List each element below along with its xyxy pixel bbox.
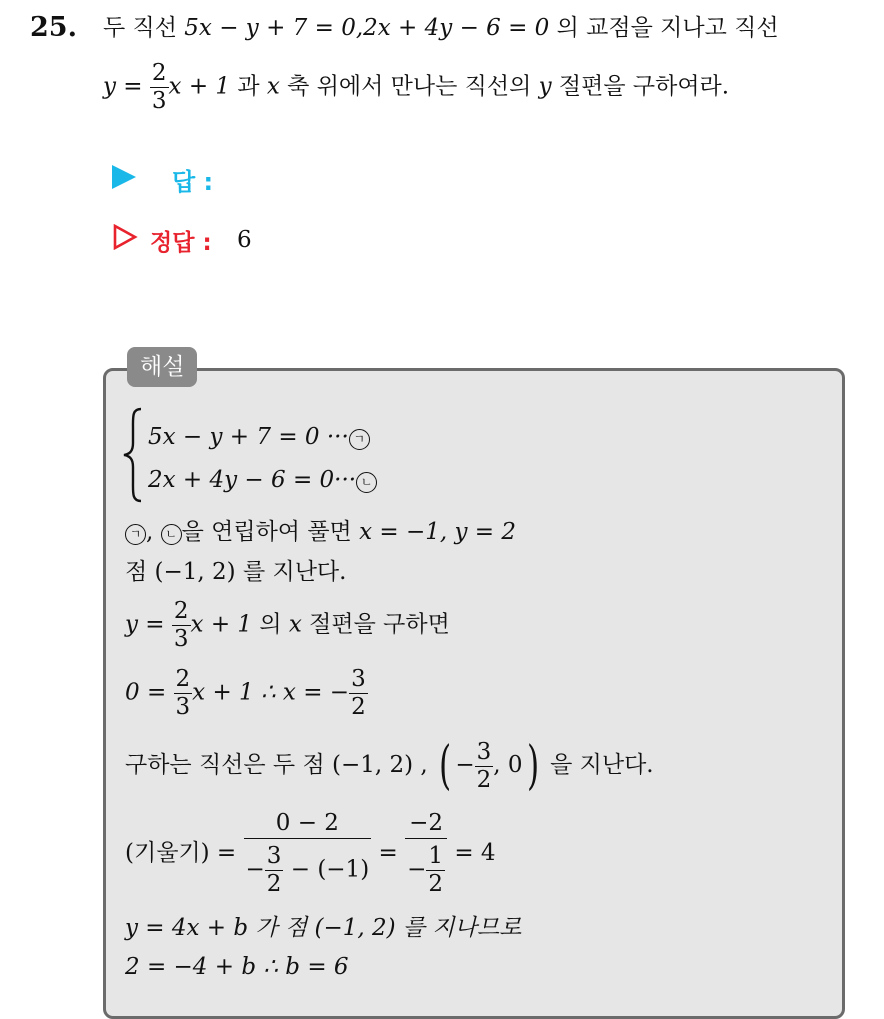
fraction-denominator: 2	[476, 766, 492, 793]
fraction	[349, 668, 368, 719]
answer-play-icon	[112, 165, 136, 189]
variable-y: y	[538, 73, 552, 100]
fraction-denominator: 2	[351, 694, 366, 720]
equation-mid: x + 1 ∴ x = −	[192, 679, 350, 706]
circled-mark: ㄴ	[161, 524, 182, 545]
slope-fraction	[244, 812, 372, 896]
question-text: 의 교점을 지나고 직선	[556, 15, 779, 41]
question-text: 두 직선	[103, 15, 177, 41]
solution-line-8	[125, 812, 496, 896]
fraction	[174, 668, 193, 719]
fraction-denominator	[405, 839, 447, 896]
fraction	[265, 845, 284, 896]
solution-text: 을 지난다.	[550, 752, 654, 778]
fraction-denominator: 2	[266, 871, 282, 897]
slope-result: = 4	[454, 840, 496, 866]
circled-mark: ㄱ	[349, 429, 370, 450]
equation-1: 5x − y + 7 = 0,	[184, 15, 364, 41]
fraction-denominator	[244, 839, 372, 896]
fraction-numerator: 3	[476, 738, 492, 765]
coordinate-zero: , 0	[493, 752, 523, 778]
solution-text: 의	[259, 611, 282, 638]
question-line-1	[103, 17, 779, 40]
system-eq-text: 2x + 4y − 6 = 0···	[148, 467, 357, 493]
answer-label: 답 :	[172, 168, 214, 196]
question-line-2	[103, 62, 729, 113]
system-eq-text: 5x − y + 7 = 0 ···	[148, 424, 349, 450]
fraction-denominator: 2	[428, 871, 443, 897]
fraction-numerator: 1	[428, 843, 443, 869]
fraction	[172, 600, 191, 651]
fraction-numerator: 3	[266, 843, 282, 869]
fraction-numerator: 2	[175, 666, 191, 692]
denominator-rest: − (−1)	[290, 856, 370, 883]
solution-equation: x = −1, y = 2	[359, 519, 517, 545]
circled-mark: ㄱ	[125, 524, 146, 545]
system-brace-icon	[122, 407, 144, 503]
key-value: 6	[237, 227, 252, 253]
fraction	[426, 845, 445, 896]
comma: ,	[146, 519, 154, 545]
solution-line-6	[125, 668, 368, 719]
fraction	[475, 738, 494, 793]
equals-sign: =	[378, 840, 398, 866]
system-equation-1	[148, 426, 370, 450]
fraction-numerator: 2	[151, 60, 167, 86]
system-equation-2	[148, 469, 377, 493]
fraction-numerator: 0 − 2	[244, 812, 372, 839]
equation-rest: x + 1	[168, 73, 231, 100]
fraction-numerator: 2	[173, 598, 189, 624]
solution-tag: 해설	[127, 347, 197, 387]
slope-fraction-2	[405, 812, 447, 896]
fraction-denominator: 3	[151, 88, 167, 114]
question-text: 과	[237, 73, 260, 100]
equation-lhs: y =	[125, 611, 165, 638]
equation-lhs: 0 =	[125, 679, 167, 706]
key-label: 정답 :	[150, 230, 212, 256]
equation-2: 2x + 4y − 6 = 0	[363, 15, 550, 41]
solution-text: 을 연립하여 풀면	[181, 519, 352, 545]
variable-x: x	[288, 611, 302, 638]
solution-line-7	[125, 736, 654, 796]
variable-x: x	[266, 73, 280, 100]
minus-sign: −	[407, 856, 427, 883]
question-text: 축 위에서 만나는 직선의	[287, 73, 532, 100]
circled-mark: ㄴ	[356, 472, 377, 493]
solution-text: 구하는 직선은 두 점 (−1, 2) ,	[125, 752, 428, 778]
fraction-numerator: 3	[351, 666, 366, 692]
question-number: 25.	[30, 12, 77, 43]
question-text: 절편을 구하여라.	[558, 73, 730, 100]
fraction-denominator: 3	[173, 626, 189, 652]
solution-line-5	[125, 600, 450, 651]
solution-text: 절편을 구하면	[309, 611, 450, 638]
slope-label: (기울기) =	[125, 840, 237, 866]
solution-line-9: y = 4x + b 가 점 (−1, 2) 를 지나므로	[125, 915, 522, 941]
fraction	[150, 62, 169, 113]
fraction-numerator: −2	[405, 812, 447, 839]
left-paren: (	[439, 736, 452, 796]
minus-sign: −	[245, 856, 265, 883]
solution-line-4: 점 (−1, 2) 를 지난다.	[125, 559, 347, 585]
right-paren: )	[526, 736, 539, 796]
fraction-denominator: 3	[175, 694, 191, 720]
equation-rest: x + 1	[190, 611, 253, 638]
solution-line-3	[125, 521, 516, 545]
minus-sign: −	[455, 752, 475, 778]
equation-lhs: y =	[103, 73, 143, 100]
solution-line-10: 2 = −4 + b ∴ b = 6	[125, 954, 349, 980]
key-outline-play-icon	[112, 224, 138, 250]
